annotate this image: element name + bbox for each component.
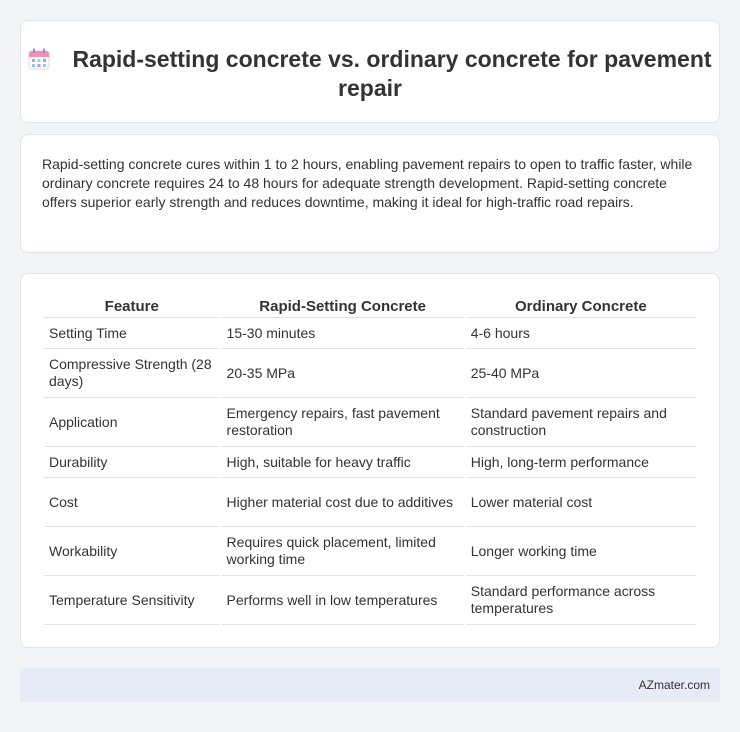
- table-cell: Performs well in low temperatures: [222, 576, 464, 625]
- page-title: Rapid-setting concrete vs. ordinary concrete for pavement repair: [72, 46, 712, 101]
- table-cell: Standard performance across temperatures: [466, 576, 696, 625]
- table-row: [44, 447, 696, 478]
- header-ordinary: Ordinary Concrete: [466, 295, 696, 318]
- table-cell: Workability: [44, 527, 220, 576]
- table-cell: 15-30 minutes: [222, 318, 464, 349]
- table-row: [44, 349, 696, 398]
- table-cell: Lower material cost: [466, 478, 696, 527]
- table-row: [44, 527, 696, 576]
- description-card: [20, 134, 720, 253]
- table-cell: Longer working time: [466, 527, 696, 576]
- table-cell: Compressive Strength (28 days): [44, 349, 220, 398]
- table-cell: Application: [44, 398, 220, 447]
- table-cell: Higher material cost due to additives: [222, 478, 464, 527]
- description-text: Rapid-setting concrete cures within 1 to 2 hours, enabling pavement repairs to open to traffic faster, while ordinary concrete requires 24 to 48 hours for adequate strength development. Rapid-setting concrete offers superior early strength and reduces downtime, making it ideal for high-traffic road repairs.: [42, 156, 693, 210]
- header-rapid: Rapid-Setting Concrete: [222, 295, 464, 318]
- table-cell: Setting Time: [44, 318, 220, 349]
- table-row: [44, 576, 696, 625]
- comparison-card: [20, 273, 720, 648]
- table-cell: High, long-term performance: [466, 447, 696, 478]
- table-cell: High, suitable for heavy traffic: [222, 447, 464, 478]
- title-wrap: [21, 45, 719, 103]
- table-cell: Requires quick placement, limited working time: [222, 527, 464, 576]
- title-card: [20, 20, 720, 123]
- table-row: [44, 318, 696, 349]
- table-row: [44, 398, 696, 447]
- table-cell: Standard pavement repairs and construction: [466, 398, 696, 447]
- footer-bar: [20, 668, 720, 702]
- table-cell: Temperature Sensitivity: [44, 576, 220, 625]
- table-cell: 25-40 MPa: [466, 349, 696, 398]
- calendar-icon: [28, 48, 50, 70]
- table-cell: Emergency repairs, fast pavement restoration: [222, 398, 464, 447]
- table-cell: Durability: [44, 447, 220, 478]
- table-row: [44, 478, 696, 527]
- table-cell: 4-6 hours: [466, 318, 696, 349]
- table-cell: 20-35 MPa: [222, 349, 464, 398]
- footer-brand: AZmater.com: [638, 678, 710, 692]
- header-feature: Feature: [44, 295, 220, 318]
- table-cell: Cost: [44, 478, 220, 527]
- comparison-table: [42, 295, 698, 625]
- table-header-row: [44, 295, 696, 318]
